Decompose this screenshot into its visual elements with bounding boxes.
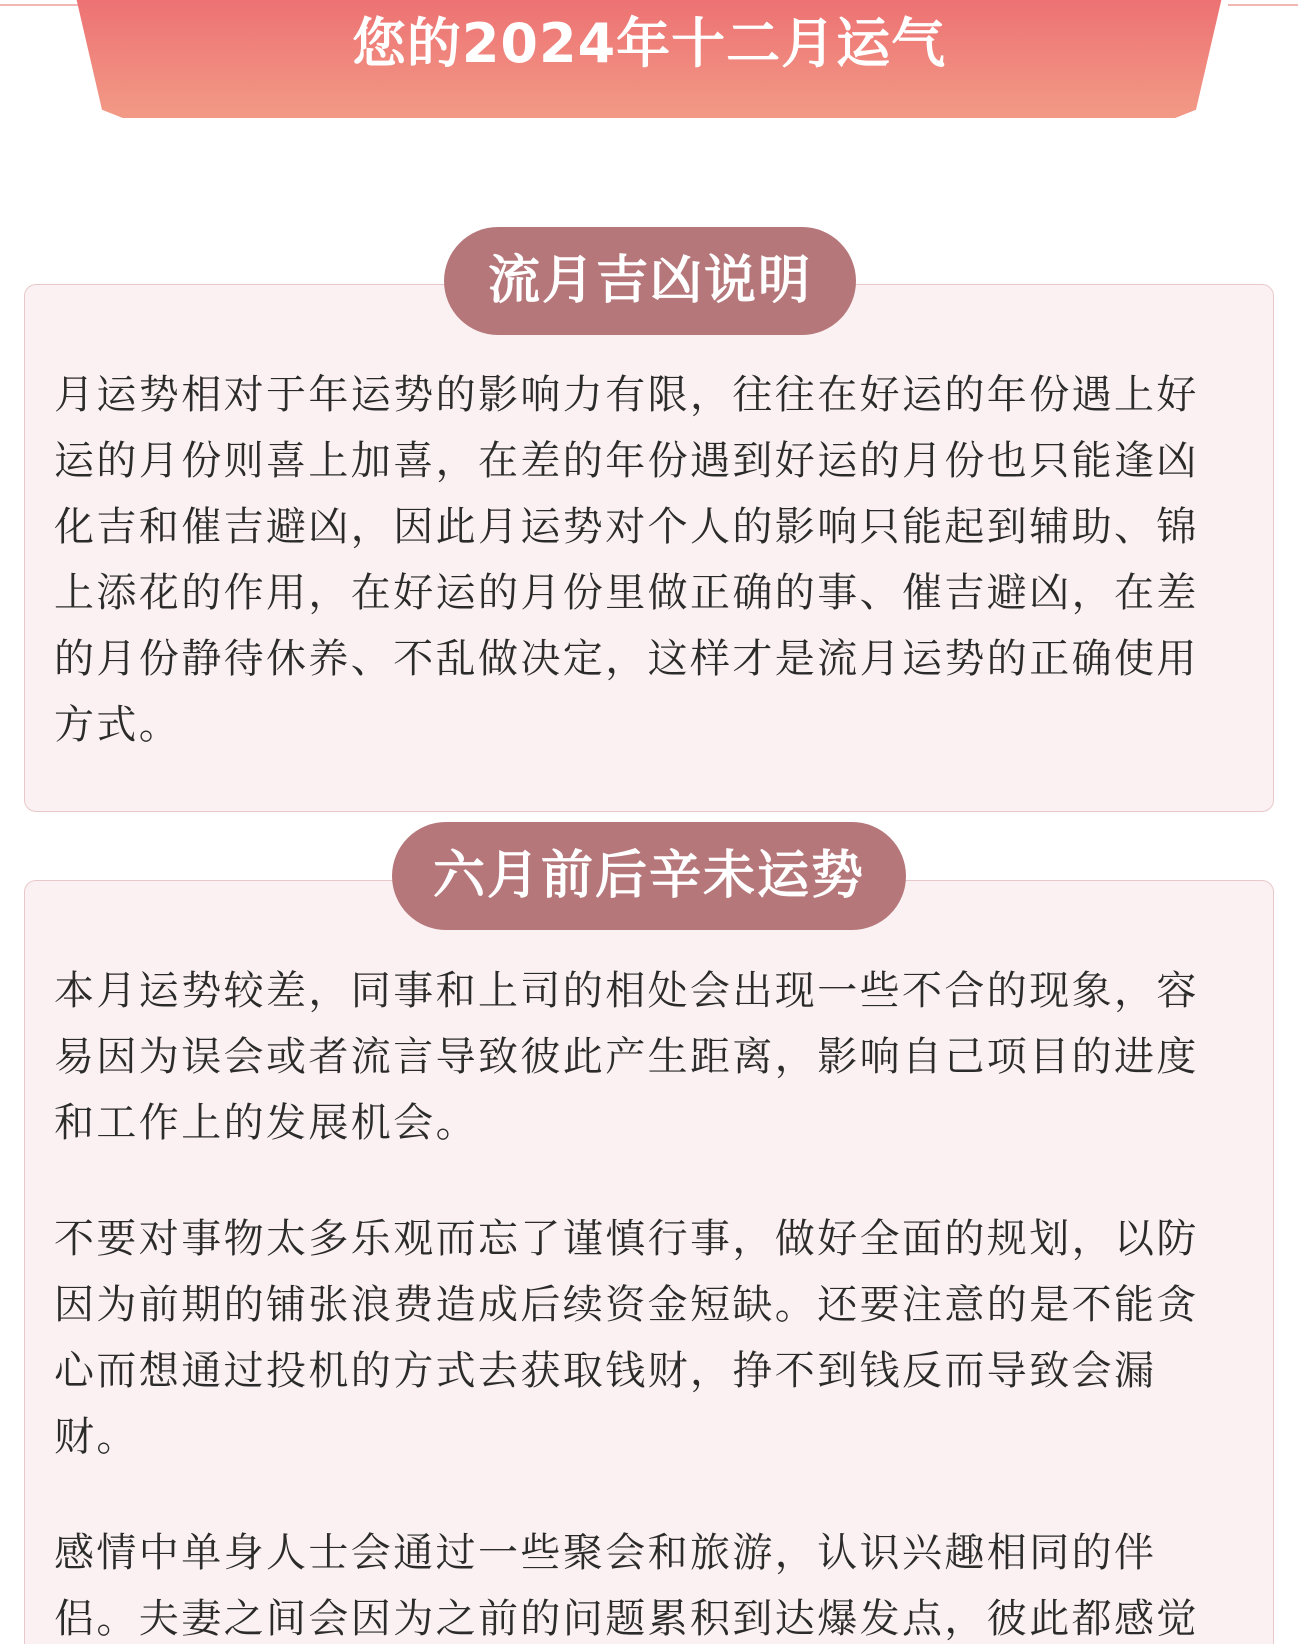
top-divider-left bbox=[0, 4, 80, 6]
career-fortune-paragraph: 本月运势较差，同事和上司的相处会出现一些不合的现象，容易因为误会或者流言导致彼此产生距离，影响自己项目的进度和工作上的发展机会。 bbox=[54, 968, 1199, 1146]
section-title-monthly-luck-explanation: 流月吉凶说明 bbox=[444, 227, 856, 335]
section-title-xinwei-fortune: 六月前后辛未运势 bbox=[392, 822, 906, 930]
page-title: 您的2024年十二月运气 bbox=[351, 12, 947, 75]
wealth-fortune-paragraph: 不要对事物太多乐观而忘了谨慎行事，做好全面的规划，以防因为前期的铺张浪费造成后续资金短缺。还要注意的是不能贪心而想通过投机的方式去获取钱财，挣不到钱反而导致会漏财。 bbox=[54, 1216, 1199, 1460]
love-fortune-paragraph: 感情中单身人士会通过一些聚会和旅游，认识兴趣相同的伴侣。夫妻之间会因为之前的问题累积到达爆发点，彼此都感觉 bbox=[54, 1530, 1199, 1642]
monthly-luck-explanation-text: 月运势相对于年运势的影响力有限，往往在好运的年份遇上好运的月份则喜上加喜，在差的年份遇到好运的月份也只能逢凶化吉和催吉避凶，因此月运势对个人的影响只能起到辅助、锦上添花的作用，在好运的月份里做正确的事、催吉避凶，在差的月份静待休养、不乱做决定，这样才是流月运势的正确使用方式。 bbox=[54, 372, 1199, 748]
top-divider-right bbox=[1228, 4, 1298, 6]
